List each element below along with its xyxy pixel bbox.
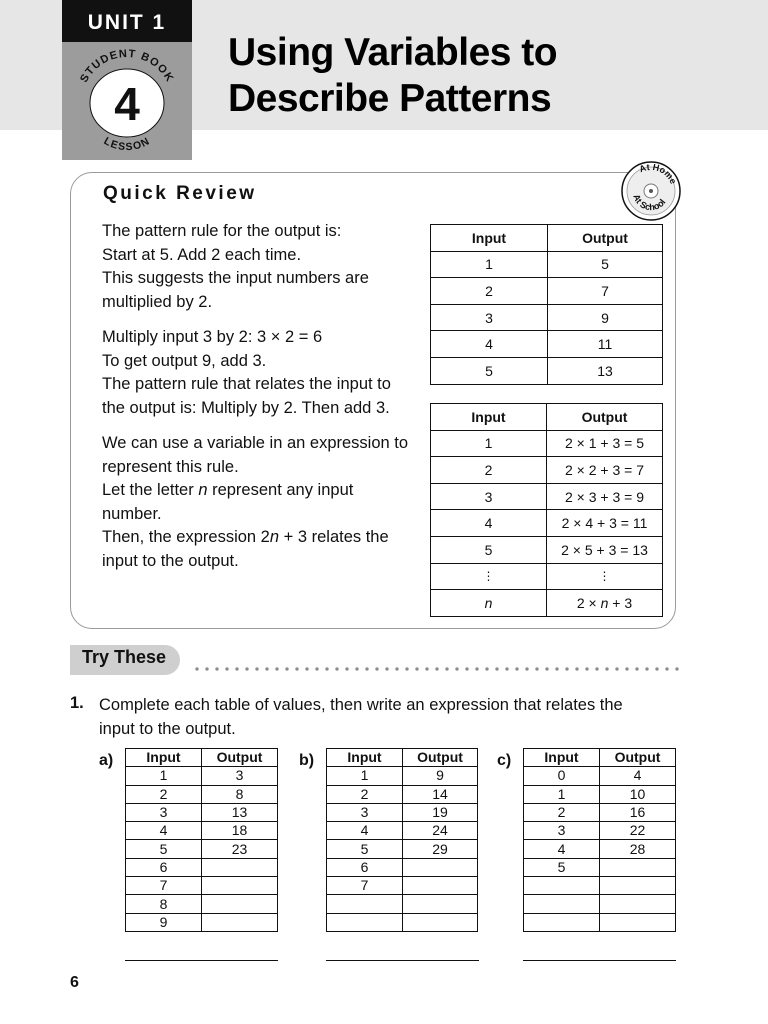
table-cell[interactable] <box>202 877 278 895</box>
table-row <box>327 822 478 840</box>
table-row <box>126 822 278 840</box>
table-cell: 5 <box>524 858 600 876</box>
table-cell: 6 <box>126 858 202 876</box>
table-cell: ⋮ <box>547 563 663 590</box>
table-cell: 7 <box>126 877 202 895</box>
table-cell: 9 <box>548 304 663 331</box>
table-cell[interactable] <box>600 877 676 895</box>
table-row-ellipsis <box>431 563 663 590</box>
table-header: Output <box>202 749 278 767</box>
title-line-2: Describe Patterns <box>228 77 552 120</box>
table-row <box>431 510 663 537</box>
dotted-divider <box>192 667 680 671</box>
table-row <box>327 858 478 876</box>
table-cell: 4 <box>431 331 548 358</box>
table-row <box>524 840 676 858</box>
table-cell: 2 <box>431 278 548 305</box>
table-cell[interactable] <box>403 877 478 895</box>
page-number: 6 <box>70 974 79 991</box>
table-header: Output <box>547 404 663 431</box>
table-row <box>327 785 478 803</box>
table-cell[interactable] <box>403 913 478 931</box>
table-row <box>327 840 478 858</box>
table-header: Input <box>431 225 548 252</box>
table-cell: 22 <box>600 822 676 840</box>
svg-text:LESSON <box>102 135 153 153</box>
home-school-top: At Home <box>637 161 679 186</box>
table-row <box>431 357 663 384</box>
table-cell[interactable] <box>600 858 676 876</box>
table-cell[interactable] <box>327 895 403 913</box>
table-header: Input <box>327 749 403 767</box>
part-a-label: a) <box>99 752 114 769</box>
table-cell: 1 <box>431 430 547 457</box>
table-cell: 13 <box>202 803 278 821</box>
table-row <box>126 858 278 876</box>
table-cell: 3 <box>202 767 278 785</box>
table-cell: 16 <box>600 803 676 821</box>
table-cell: 14 <box>403 785 478 803</box>
table-cell: 10 <box>600 785 676 803</box>
table-cell[interactable] <box>524 895 600 913</box>
table-cell: 7 <box>327 877 403 895</box>
table-cell[interactable] <box>403 858 478 876</box>
table-cell: 5 <box>431 357 548 384</box>
table-row <box>524 913 676 931</box>
table-row <box>431 536 663 563</box>
table-cell: 8 <box>202 785 278 803</box>
question-number: 1. <box>70 694 84 712</box>
home-school-icon <box>620 160 682 222</box>
table-cell: 2 <box>431 457 547 484</box>
try-these-label: Try These <box>82 647 167 667</box>
table-cell: 1 <box>327 767 403 785</box>
page-title <box>228 30 557 122</box>
table-cell: 5 <box>548 251 663 278</box>
part-a-table <box>125 748 278 932</box>
table-cell: 2 <box>327 785 403 803</box>
review-paragraph-2: Multiply input 3 by 2: 3 × 2 = 6 To get output 9, add 3. The pattern rule that relates the input to the output is: Multiply by 2. Then add 3. <box>102 328 391 417</box>
table-cell: 9 <box>126 913 202 931</box>
table-cell[interactable] <box>327 913 403 931</box>
table-row <box>126 840 278 858</box>
table-row <box>126 767 278 785</box>
question-text: Complete each table of values, then write an expression that relates the input to the output. <box>99 696 623 738</box>
table-row <box>524 895 676 913</box>
table-header: Output <box>403 749 478 767</box>
table-row <box>327 767 478 785</box>
part-c-table <box>523 748 676 932</box>
answer-line-b[interactable] <box>326 960 479 961</box>
table-cell: 4 <box>524 840 600 858</box>
lesson-badge <box>62 42 192 160</box>
table-row <box>524 767 676 785</box>
table-cell: 5 <box>327 840 403 858</box>
table-row <box>524 858 676 876</box>
table-row <box>327 877 478 895</box>
table-row <box>126 785 278 803</box>
table-cell: 2 × 5 + 3 = 13 <box>547 536 663 563</box>
table-cell: 6 <box>327 858 403 876</box>
table-cell: 5 <box>431 536 547 563</box>
table-row <box>431 304 663 331</box>
part-c-label: c) <box>497 752 512 769</box>
table-cell: 4 <box>600 767 676 785</box>
badge-bottom-text: LESSON <box>101 135 153 154</box>
table-cell[interactable] <box>202 858 278 876</box>
part-b-label: b) <box>299 752 315 769</box>
table-cell: 2 <box>524 803 600 821</box>
table-cell: 13 <box>548 357 663 384</box>
table-row <box>524 803 676 821</box>
unit-label: UNIT 1 <box>62 0 192 42</box>
table-header: Input <box>126 749 202 767</box>
title-line-1: Using Variables to <box>228 31 558 74</box>
table-cell: 8 <box>126 895 202 913</box>
table-cell: 4 <box>126 822 202 840</box>
table-cell[interactable] <box>524 877 600 895</box>
review-paragraph-1: The pattern rule for the output is: Start at 5. Add 2 each time. This suggests the input numbers are multiplied by 2. <box>102 222 369 311</box>
review-table-1 <box>430 224 663 385</box>
table-cell[interactable] <box>600 913 676 931</box>
table-row <box>431 483 663 510</box>
table-row <box>126 803 278 821</box>
table-header: Input <box>431 404 547 431</box>
table-cell: 23 <box>202 840 278 858</box>
review-paragraph-3: We can use a variable in an expression to represent this rule. Let the letter n represent any input number. Then, the expression 2n + 3 relates the input to the output. <box>102 434 409 570</box>
home-school-bottom: At School <box>631 192 668 213</box>
table-cell[interactable] <box>524 913 600 931</box>
table-cell: 2 × n + 3 <box>547 590 663 617</box>
table-cell: 29 <box>403 840 478 858</box>
table-cell: 1 <box>524 785 600 803</box>
table-cell: 2 × 4 + 3 = 11 <box>547 510 663 537</box>
badge-top-text: STUDENT BOOK <box>78 47 176 85</box>
table-cell: 7 <box>548 278 663 305</box>
table-cell: 9 <box>403 767 478 785</box>
table-row <box>524 785 676 803</box>
table-cell[interactable] <box>600 895 676 913</box>
answer-line-c[interactable] <box>523 960 676 961</box>
table-cell: 0 <box>524 767 600 785</box>
table-cell: 18 <box>202 822 278 840</box>
table-cell: 5 <box>126 840 202 858</box>
table-row <box>327 913 478 931</box>
table-cell: 1 <box>431 251 548 278</box>
table-row <box>327 895 478 913</box>
table-cell: 24 <box>403 822 478 840</box>
table-cell: 3 <box>431 483 547 510</box>
table-row <box>524 822 676 840</box>
table-header: Output <box>600 749 676 767</box>
table-row-general <box>431 590 663 617</box>
table-header: Input <box>524 749 600 767</box>
table-cell: 28 <box>600 840 676 858</box>
table-cell[interactable] <box>202 913 278 931</box>
table-row <box>126 895 278 913</box>
table-cell: 4 <box>327 822 403 840</box>
table-row <box>431 457 663 484</box>
table-cell: 3 <box>126 803 202 821</box>
table-cell[interactable] <box>403 895 478 913</box>
table-row <box>431 430 663 457</box>
table-header: Output <box>548 225 663 252</box>
table-cell: ⋮ <box>431 563 547 590</box>
table-cell: 11 <box>548 331 663 358</box>
table-row <box>126 877 278 895</box>
table-cell: 3 <box>327 803 403 821</box>
table-cell: 2 × 3 + 3 = 9 <box>547 483 663 510</box>
table-cell: 2 × 2 + 3 = 7 <box>547 457 663 484</box>
lesson-number: 4 <box>114 78 140 130</box>
unit-tab <box>62 0 192 160</box>
table-row <box>431 278 663 305</box>
table-row <box>524 877 676 895</box>
table-row <box>327 803 478 821</box>
part-b-table <box>326 748 478 932</box>
table-cell: n <box>431 590 547 617</box>
table-cell[interactable] <box>202 895 278 913</box>
table-cell: 3 <box>431 304 548 331</box>
review-table-2 <box>430 403 663 617</box>
table-row <box>431 331 663 358</box>
answer-line-a[interactable] <box>125 960 278 961</box>
table-row <box>431 251 663 278</box>
table-row <box>126 913 278 931</box>
table-cell: 3 <box>524 822 600 840</box>
table-cell: 2 <box>126 785 202 803</box>
table-cell: 2 × 1 + 3 = 5 <box>547 430 663 457</box>
table-cell: 19 <box>403 803 478 821</box>
table-cell: 1 <box>126 767 202 785</box>
quick-review-heading: Quick Review <box>103 183 257 204</box>
table-cell: 4 <box>431 510 547 537</box>
